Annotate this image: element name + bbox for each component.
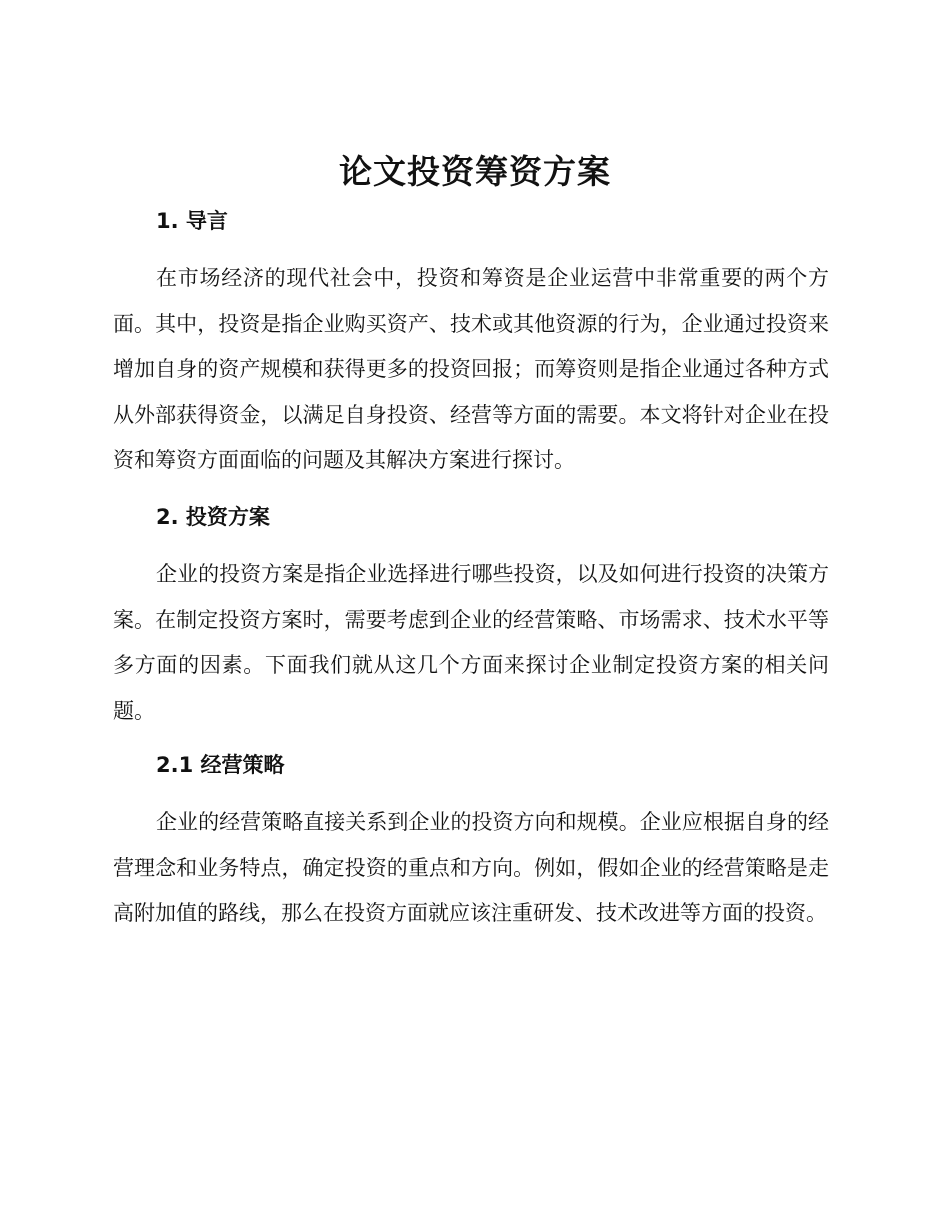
section-paragraph-introduction: 在市场经济的现代社会中，投资和筹资是企业运营中非常重要的两个方面。其中，投资是指企业购买资产、技术或其他资源的行为，企业通过投资来增加自身的资产规模和获得更多的投资回报；而筹资则是指企业通过各种方式从外部获得资金，以满足自身投资、经营等方面的需要。本文将针对企业在投资和筹资方面面临的问题及其解决方案进行探讨。 (113, 266, 829, 472)
section-paragraph-business-strategy: 企业的经营策略直接关系到企业的投资方向和规模。企业应根据自身的经营理念和业务特点，确定投资的重点和方向。例如，假如企业的经营策略是走高附加值的路线，那么在投资方面就应该注重研发、技术改进等方面的投资。 (113, 810, 829, 925)
section-paragraph-investment-plan: 企业的投资方案是指企业选择进行哪些投资，以及如何进行投资的决策方案。在制定投资方案时，需要考虑到企业的经营策略、市场需求、技术水平等多方面的因素。下面我们就从这几个方面来探讨企业制定投资方案的相关问题。 (113, 562, 829, 723)
section-heading-business-strategy: 2.1 经营策略 (156, 753, 285, 777)
section-heading-investment-plan: 2. 投资方案 (156, 505, 270, 529)
document-title: 论文投资筹资方案 (339, 152, 611, 191)
section-heading-introduction: 1. 导言 (156, 209, 228, 233)
